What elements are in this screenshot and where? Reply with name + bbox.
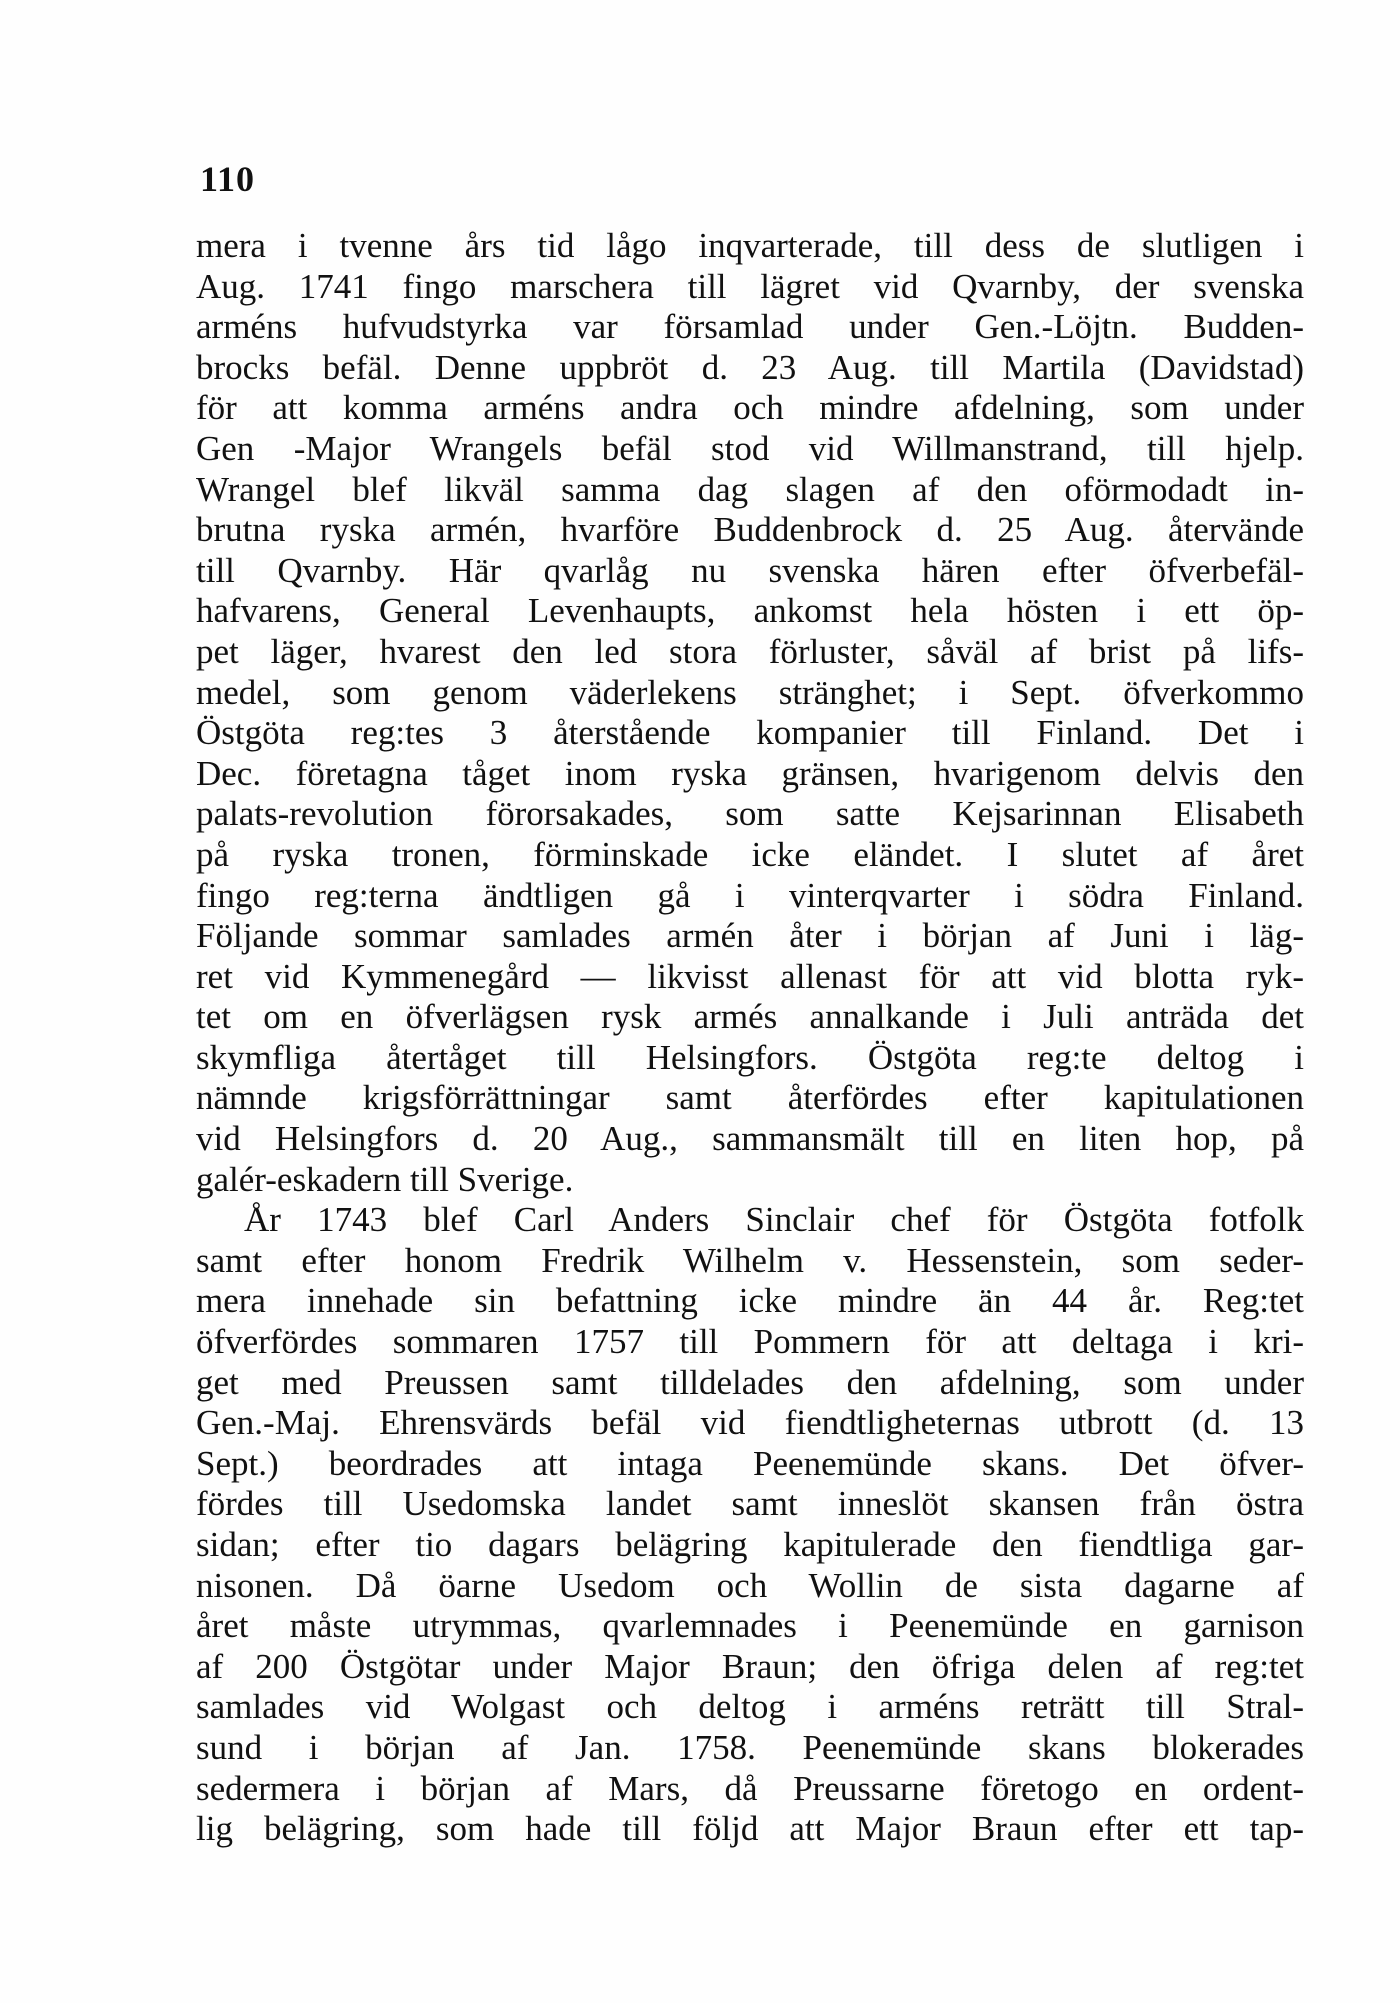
text-line: get med Preussen samt tilldelades den afdelning, som under [196,1362,1304,1402]
text-line: fördes till Usedomska landet samt inneslöt skansen från östra [196,1484,1304,1524]
text-line: nämnde krigsförrättningar samt återfördes efter kapitulationen [196,1078,1304,1118]
text-line: skymfliga återtåget till Helsingfors. Östgöta reg:te deltog i [196,1037,1304,1077]
text-line: ret vid Kymmenegård — likvisst allenast för att vid blotta ryk- [196,956,1304,996]
text-line: året måste utrymmas, qvarlemnades i Peenemünde en garnison [196,1606,1304,1646]
text-line: År 1743 blef Carl Anders Sinclair chef för Östgöta fotfolk [244,1200,1304,1240]
text-line: Gen.-Maj. Ehrensvärds befäl vid fiendtligheternas utbrott (d. 13 [196,1403,1304,1443]
text-line: sedermera i början af Mars, då Preussarne företogo en ordent- [196,1768,1304,1808]
text-line: på ryska tronen, förminskade icke eländet. I slutet af året [196,834,1304,874]
text-line: till Qvarnby. Här qvarlåg nu svenska hären efter öfverbefäl- [196,550,1304,590]
page-number: 110 [200,159,256,199]
text-line: för att komma arméns andra och mindre afdelning, som under [196,388,1304,428]
text-line: brocks befäl. Denne uppbröt d. 23 Aug. till Martila (Davidstad) [196,347,1304,387]
text-line: mera innehade sin befattning icke mindre än 44 år. Reg:tet [196,1281,1304,1321]
text-line: Östgöta reg:tes 3 återstående kompanier till Finland. Det i [196,713,1304,753]
text-line: mera i tvenne års tid lågo inqvarterade, till dess de slutligen i [196,226,1304,265]
body-text [196,226,1304,1850]
text-line: palats-revolution förorsakades, som satte Kejsarinnan Elisabeth [196,794,1304,834]
text-line: medel, som genom väderlekens stränghet; i Sept. öfverkommo [196,672,1304,712]
text-line: Aug. 1741 fingo marschera till lägret vid Qvarnby, der svenska [196,266,1304,306]
text-line: Följande sommar samlades armén åter i början af Juni i läg- [196,916,1304,956]
text-line: sund i början af Jan. 1758. Peenemünde skans blokerades [196,1727,1304,1767]
text-line: Dec. företagna tåget inom ryska gränsen, hvarigenom delvis den [196,753,1304,793]
text-line: vid Helsingfors d. 20 Aug., sammansmält till en liten hop, på [196,1119,1304,1159]
text-line: Sept.) beordrades att intaga Peenemünde skans. Det öfver- [196,1443,1304,1483]
text-line: samlades vid Wolgast och deltog i arméns reträtt till Stral- [196,1687,1304,1727]
text-line: brutna ryska armén, hvarföre Buddenbrock d. 25 Aug. återvände [196,510,1304,550]
text-line: arméns hufvudstyrka var församlad under Gen.-Löjtn. Budden- [196,307,1304,347]
text-line: tet om en öfverlägsen rysk armés annalkande i Juli anträda det [196,997,1304,1037]
text-line: lig belägring, som hade till följd att Major Braun efter ett tap- [196,1809,1304,1849]
text-line: af 200 Östgötar under Major Braun; den öfriga delen af reg:tet [196,1646,1304,1686]
text-line: pet läger, hvarest den led stora förluster, såväl af brist på lifs- [196,631,1304,671]
text-line: galér-eskadern till Sverige. [196,1159,574,1199]
text-line: öfverfördes sommaren 1757 till Pommern för att deltaga i kri- [196,1322,1304,1362]
text-line: hafvarens, General Levenhaupts, ankomst hela hösten i ett öp- [196,591,1304,631]
text-line: sidan; efter tio dagars belägring kapitulerade den fiendtliga gar- [196,1525,1304,1564]
text-line: Wrangel blef likväl samma dag slagen af den oförmodadt in- [196,469,1304,509]
text-line: samt efter honom Fredrik Wilhelm v. Hessenstein, som seder- [196,1240,1304,1280]
text-line: Gen -Major Wrangels befäl stod vid Willmanstrand, till hjelp. [196,428,1304,468]
text-line: nisonen. Då öarne Usedom och Wollin de sista dagarne af [196,1565,1304,1605]
text-line: fingo reg:terna ändtligen gå i vinterqvarter i södra Finland. [196,875,1304,915]
